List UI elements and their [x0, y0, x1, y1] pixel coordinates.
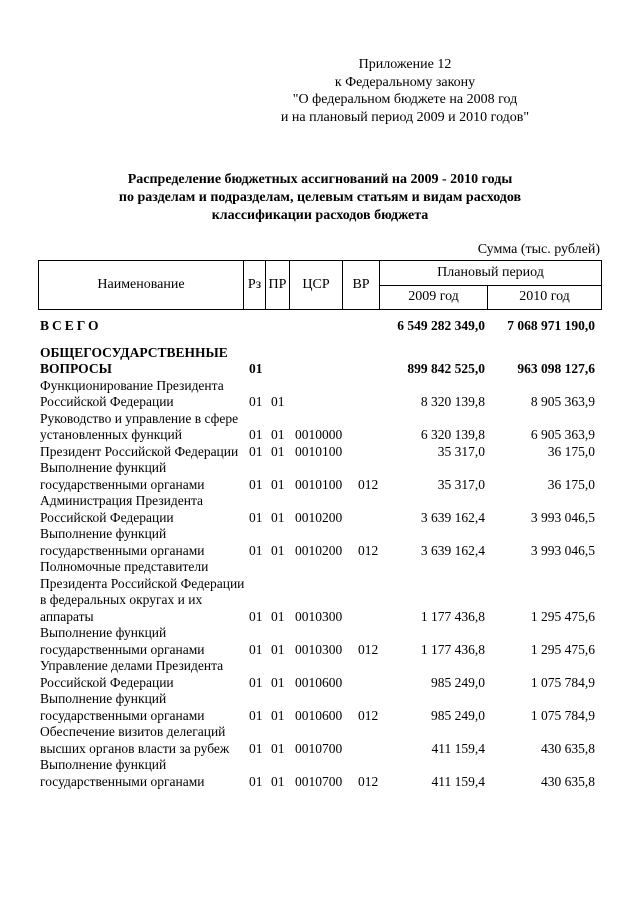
budget-table-body: [38, 318, 601, 790]
table-row: [38, 526, 601, 559]
row-pr: 01: [271, 707, 285, 723]
row-csr: 0010200: [295, 509, 343, 525]
row-pr: 01: [271, 542, 285, 558]
title-line: по разделам и подразделам, целевым статьям и видам расходов: [118, 190, 522, 205]
row-amount-2009: 6 320 139,8: [420, 427, 485, 442]
row-name: Выполнение функций государственными органами: [40, 526, 205, 558]
row-rz: 01: [249, 476, 263, 492]
row-vr: 012: [358, 542, 379, 558]
row-pr: 01: [271, 509, 285, 525]
row-name: Президент Российской Федерации: [40, 443, 239, 459]
row-vr: [354, 493, 381, 526]
row-amount-2009: 1 177 436,8: [420, 608, 485, 624]
row-amount-2009: 411 159,4: [431, 740, 485, 756]
row-amount-2009: 1 177 436,8: [420, 641, 485, 657]
title-line: Распределение бюджетных ассигнований на 2009 - 2010 годы: [127, 172, 513, 187]
row-pr: 01: [271, 773, 285, 789]
table-row: [38, 493, 601, 526]
row-pr: [267, 345, 291, 378]
row-amount-2010: 8 905 363,9: [530, 394, 595, 409]
row-rz: 01: [249, 394, 263, 409]
row-amount-2009: 8 320 139,8: [420, 394, 485, 409]
row-amount-2010: 3 993 046,5: [530, 542, 595, 558]
row-name: Полномочные представители Президента Российской Федерации в федеральных округах и их аппараты: [40, 559, 245, 624]
row-csr: 0010700: [295, 773, 343, 789]
row-amount-2010: 36 175,0: [547, 476, 595, 492]
row-csr: 0010300: [295, 608, 343, 624]
row-amount-2009: 985 249,0: [431, 707, 485, 723]
row-csr: 0010000: [295, 427, 343, 442]
row-amount-2010: 963 098 127,6: [517, 361, 595, 376]
row-vr: [354, 378, 381, 411]
header-name: Наименование: [39, 261, 244, 310]
table-row: [38, 460, 601, 493]
header-csr: ЦСР: [290, 261, 343, 310]
row-rz: 01: [249, 674, 263, 690]
row-pr: 01: [271, 740, 285, 756]
row-name: Руководство и управление в сфере установленных функций: [40, 410, 239, 442]
row-csr: 0010600: [295, 674, 343, 690]
row-pr: 01: [271, 476, 285, 492]
row-rz: 01: [249, 608, 263, 624]
row-amount-2010: 1 075 784,9: [530, 674, 595, 690]
row-amount-2010: 1 295 475,6: [530, 641, 595, 657]
row-amount-2009: 3 639 162,4: [420, 542, 485, 558]
title-line: классификации расходов бюджета: [211, 208, 429, 223]
row-rz: 01: [249, 542, 263, 558]
header-vr: ВР: [343, 261, 380, 310]
row-rz: 01: [249, 361, 263, 376]
row-amount-2009: 899 842 525,0: [407, 361, 485, 376]
row-name: Выполнение функций государственными органами: [40, 460, 205, 492]
row-pr: [267, 318, 291, 345]
row-csr: [291, 378, 354, 411]
row-amount-2009: 6 549 282 349,0: [397, 318, 485, 333]
row-csr: 0010700: [295, 740, 343, 756]
row-vr: [354, 318, 381, 345]
row-csr: [291, 345, 354, 378]
row-name: ВСЕГО: [40, 318, 102, 333]
row-vr: 012: [358, 707, 379, 723]
units-label: Сумма (тыс. рублей): [477, 242, 600, 257]
table-row: [38, 318, 601, 345]
appendix-line: к Федеральному закону: [334, 74, 476, 90]
row-amount-2009: 3 639 162,4: [420, 509, 485, 525]
row-csr: [291, 318, 354, 345]
row-vr: [354, 444, 381, 461]
header-year-2010: 2010 год: [488, 285, 602, 310]
row-csr: 0010300: [295, 641, 343, 657]
table-row: [38, 691, 601, 724]
header-year-2009: 2009 год: [380, 285, 488, 310]
row-name: ОБЩЕГОСУДАРСТВЕННЫЕ ВОПРОСЫ: [40, 344, 228, 376]
row-name: Обеспечение визитов делегаций высших органов власти за рубеж: [40, 724, 230, 756]
header-pr: ПР: [266, 261, 290, 310]
row-csr: 0010200: [295, 542, 343, 558]
row-rz: 01: [249, 773, 263, 789]
row-pr: 01: [271, 674, 285, 690]
row-amount-2010: 430 635,8: [541, 773, 595, 789]
row-amount-2010: 1 075 784,9: [530, 707, 595, 723]
row-csr: 0010600: [295, 707, 343, 723]
table-row: [38, 625, 601, 658]
table-row: [38, 559, 601, 625]
row-pr: 01: [271, 443, 285, 459]
row-pr: 01: [271, 394, 285, 409]
row-vr: [354, 345, 381, 378]
header-planned-period: Плановый период: [380, 261, 602, 286]
document-title: [40, 171, 600, 225]
row-rz: 01: [249, 740, 263, 756]
table-row: [38, 658, 601, 691]
row-csr: 0010100: [295, 443, 343, 459]
table-row: [38, 724, 601, 757]
row-vr: [354, 559, 381, 625]
budget-table: [38, 318, 601, 790]
appendix-line: Приложение 12: [358, 57, 452, 72]
row-vr: [354, 658, 381, 691]
row-amount-2009: 35 317,0: [437, 443, 485, 459]
row-vr: 012: [358, 476, 379, 492]
row-vr: [354, 411, 381, 444]
table-row: [38, 411, 601, 444]
row-amount-2009: 411 159,4: [431, 773, 485, 789]
row-rz: 01: [249, 427, 263, 442]
row-name: Управление делами Президента Российской Федерации: [40, 658, 224, 690]
row-rz: 01: [249, 641, 263, 657]
row-csr: 0010100: [295, 476, 343, 492]
row-amount-2010: 6 905 363,9: [530, 427, 595, 442]
header-rz: Рз: [244, 261, 266, 310]
row-vr: 012: [358, 641, 379, 657]
row-amount-2009: 35 317,0: [437, 476, 485, 492]
row-vr: 012: [358, 773, 379, 789]
row-amount-2010: 430 635,8: [541, 740, 595, 756]
row-pr: 01: [271, 608, 285, 624]
appendix-caption: [272, 56, 538, 126]
row-name: Функционирование Президента Российской Федерации: [40, 377, 224, 409]
row-rz: 01: [249, 509, 263, 525]
row-amount-2010: 36 175,0: [547, 443, 595, 459]
row-amount-2010: 1 295 475,6: [530, 608, 595, 624]
row-name: Выполнение функций государственными органами: [40, 625, 205, 657]
row-rz: 01: [249, 707, 263, 723]
row-name: Выполнение функций государственными органами: [40, 757, 205, 789]
appendix-line: и на плановый период 2009 и 2010 годов": [280, 109, 530, 125]
table-row: [38, 345, 601, 378]
row-pr: 01: [271, 641, 285, 657]
table-row: [38, 378, 601, 411]
row-amount-2010: 3 993 046,5: [530, 509, 595, 525]
row-amount-2009: 985 249,0: [431, 674, 485, 690]
appendix-line: "О федеральном бюджете на 2008 год: [292, 92, 518, 107]
row-rz: [245, 318, 267, 345]
row-name: Администрация Президента Российской Федерации: [40, 493, 204, 525]
table-row: [38, 757, 601, 790]
row-name: Выполнение функций государственными органами: [40, 691, 205, 723]
row-rz: 01: [249, 443, 263, 459]
row-vr: [354, 724, 381, 757]
row-amount-2010: 7 068 971 190,0: [507, 318, 595, 333]
table-row: [38, 444, 601, 461]
table-header: [38, 260, 602, 310]
row-pr: 01: [271, 427, 285, 442]
